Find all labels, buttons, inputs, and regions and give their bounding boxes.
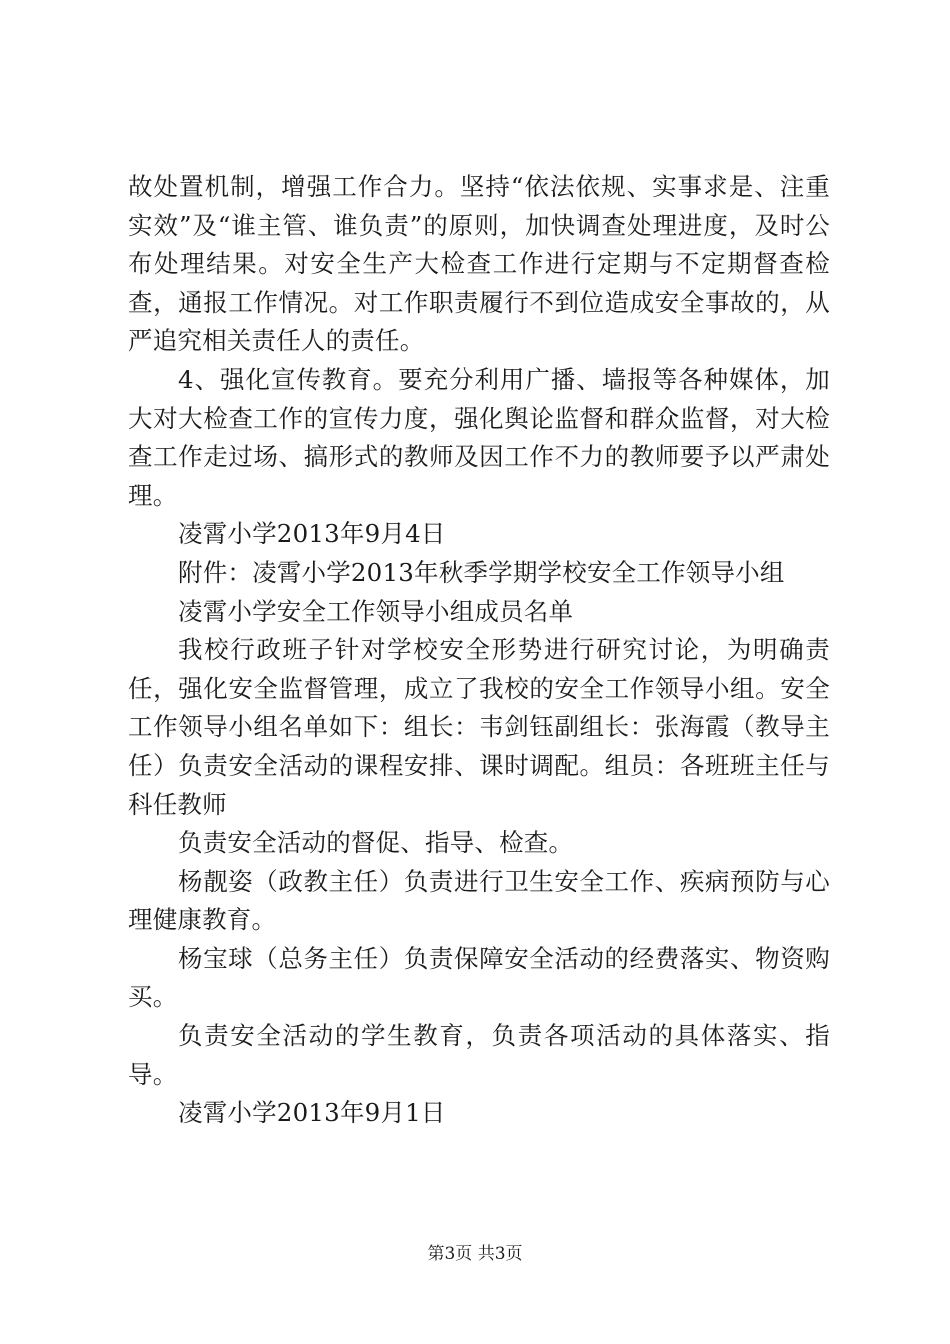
document-body <box>128 168 830 1133</box>
attachment-line: 附件：凌霄小学2013年秋季学期学校安全工作领导小组 <box>178 557 785 587</box>
page-footer: 第3页 共3页 <box>427 1244 523 1264</box>
paragraph-6: 杨宝球（总务主任）负责保障安全活动的经费落实、物资购买。 <box>128 943 830 1012</box>
paragraph-4: 负责安全活动的督促、指导、检查。 <box>178 828 574 858</box>
member-list-title: 凌霄小学安全工作领导小组成员名单 <box>178 596 574 626</box>
paragraph-2: 4、强化宣传教育。要充分利用广播、墙报等各种媒体，加大对大检查工作的宣传力度，强化舆论监督和群众监督，对大检查工作走过场、搞形式的教师及因工作不力的教师要予以严肃处理。 <box>128 364 830 510</box>
date-line: 凌霄小学2013年9月4日 <box>178 519 446 549</box>
paragraph-7: 负责安全活动的学生教育，负责各项活动的具体落实、指导。 <box>128 1021 830 1089</box>
paragraph-5: 杨靓姿（政教主任）负责进行卫生安全工作、疾病预防与心理健康教育。 <box>128 866 830 935</box>
paragraph-1: 故处置机制，增强工作合力。坚持“依法依规、实事求是、注重实效”及“谁主管、谁负责”的原则，加快调查处理进度，及时公布处理结果。对安全生产大检查工作进行定期与不定期督查检查，通报工作情况。对工作职责履行不到位造成安全事故的，从严追究相关责任人的责任。 <box>128 172 830 356</box>
paragraph-3: 我校行政班子针对学校安全形势进行研究讨论，为明确责任，强化安全监督管理，成立了我校的安全工作领导小组。安全工作领导小组名单如下：组长：韦剑钰副组长：张海霞（教导主任）负责安全活动的课程安排、课时调配。组员：各班班主任与科任教师 <box>128 635 830 819</box>
closing-date-line: 凌霄小学2013年9月1日 <box>178 1098 446 1128</box>
